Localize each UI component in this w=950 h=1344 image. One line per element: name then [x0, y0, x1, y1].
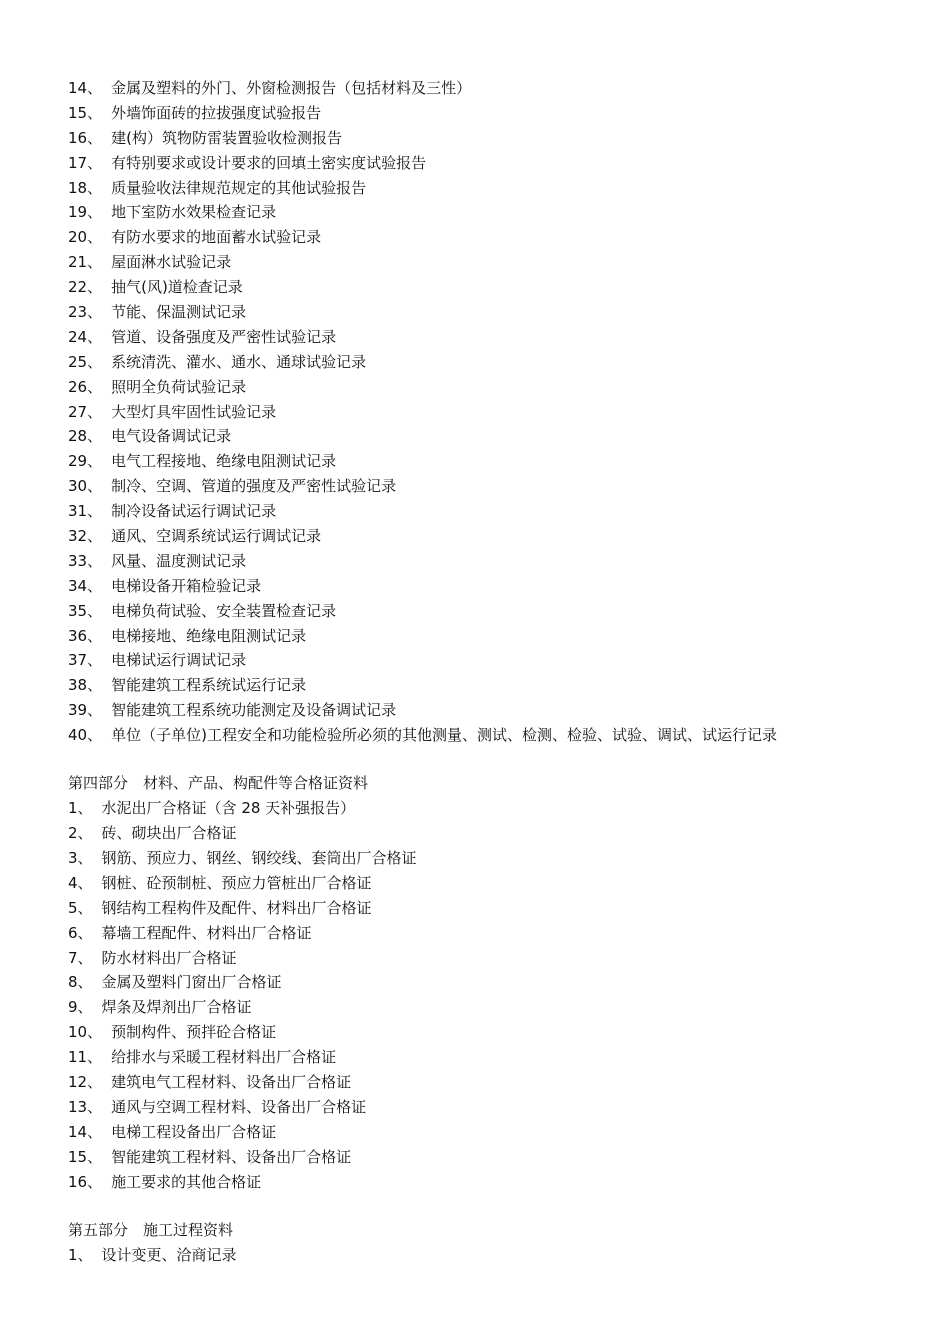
item-text: 建筑电气工程材料、设备出厂合格证: [111, 1073, 352, 1092]
list-item: [68, 474, 928, 499]
item-number: 8、: [68, 973, 93, 992]
item-text: 管道、设备强度及严密性试验记录: [111, 327, 337, 346]
item-number: 12、: [68, 1073, 103, 1092]
item-number: 34、: [68, 576, 103, 595]
list-item: [68, 499, 928, 524]
list-item: [68, 424, 928, 449]
item-text: 钢桩、砼预制桩、预应力管桩出厂合格证: [101, 873, 372, 892]
item-text: 有特别要求或设计要求的回填土密实度试验报告: [111, 153, 427, 172]
list-item: [68, 896, 928, 921]
item-text: 建(构）筑物防雷装置验收检测报告: [111, 128, 342, 147]
item-number: 3、: [68, 849, 93, 868]
list-item: [68, 970, 928, 995]
item-text: 电梯试运行调试记录: [111, 651, 247, 670]
item-text: 电梯工程设备出厂合格证: [111, 1122, 277, 1141]
item-text: 施工要求的其他合格证: [111, 1172, 262, 1191]
list-item: [68, 673, 928, 698]
item-number: 17、: [68, 153, 103, 172]
item-number: 35、: [68, 601, 103, 620]
list-item: [68, 76, 928, 101]
list-item: [68, 698, 928, 723]
item-number: 10、: [68, 1023, 103, 1042]
list-item: [68, 1120, 928, 1145]
item-text: 单位（子单位)工程安全和功能检验所必须的其他测量、测试、检测、检验、试验、调试、试运行记录: [111, 726, 777, 745]
part5-section: [68, 1218, 928, 1268]
list-item: [68, 648, 928, 673]
item-number: 20、: [68, 228, 103, 247]
item-number: 2、: [68, 824, 93, 843]
list-item: [68, 101, 928, 126]
item-number: 5、: [68, 898, 93, 917]
item-text: 照明全负荷试验记录: [111, 377, 247, 396]
item-number: 21、: [68, 253, 103, 272]
list-item: [68, 350, 928, 375]
list-item: [68, 1145, 928, 1170]
item-text: 通风、空调系统试运行调试记录: [111, 527, 322, 546]
item-number: 15、: [68, 103, 103, 122]
item-number: 18、: [68, 178, 103, 197]
item-text: 智能建筑工程系统功能测定及设备调试记录: [111, 701, 397, 720]
item-number: 13、: [68, 1097, 103, 1116]
item-number: 29、: [68, 452, 103, 471]
item-number: 37、: [68, 651, 103, 670]
item-number: 32、: [68, 527, 103, 546]
item-number: 40、: [68, 726, 103, 745]
list-item: [68, 1070, 928, 1095]
list-item: [68, 151, 928, 176]
item-text: 金属及塑料的外门、外窗检测报告（包括材料及三性）: [111, 79, 472, 97]
item-text: 外墙饰面砖的拉拔强度试验报告: [111, 103, 322, 122]
list-item: [68, 921, 928, 946]
item-number: 14、: [68, 79, 103, 97]
item-text: 制冷、空调、管道的强度及严密性试验记录: [111, 477, 397, 496]
document-page: [68, 76, 928, 1268]
item-number: 26、: [68, 377, 103, 396]
item-number: 24、: [68, 327, 103, 346]
list-item: [68, 300, 928, 325]
list-item: [68, 796, 928, 821]
item-text: 系统清洗、灌水、通水、通球试验记录: [111, 352, 367, 371]
item-text: 大型灯具牢固性试验记录: [111, 402, 277, 421]
list-item: [68, 624, 928, 649]
item-number: 19、: [68, 203, 103, 222]
list-item: [68, 846, 928, 871]
item-text: 防水材料出厂合格证: [101, 948, 237, 967]
item-text: 通风与空调工程材料、设备出厂合格证: [111, 1097, 367, 1116]
item-text: 电气工程接地、绝缘电阻测试记录: [111, 452, 337, 471]
list-item: [68, 549, 928, 574]
section-heading: 第四部分 材料、产品、构配件等合格证资料: [68, 774, 369, 793]
item-text: 焊条及焊剂出厂合格证: [101, 998, 252, 1017]
item-text: 预制构件、预拌砼合格证: [111, 1023, 277, 1042]
list-item: [68, 1170, 928, 1195]
item-text: 智能建筑工程系统试运行记录: [111, 676, 307, 695]
item-number: 15、: [68, 1147, 103, 1166]
item-text: 电梯设备开箱检验记录: [111, 576, 262, 595]
item-number: 27、: [68, 402, 103, 421]
list-item: [68, 599, 928, 624]
list-item: [68, 400, 928, 425]
list-item: [68, 946, 928, 971]
item-number: 38、: [68, 676, 103, 695]
item-number: 36、: [68, 626, 103, 645]
item-text: 幕墙工程配件、材料出厂合格证: [101, 923, 312, 942]
item-number: 30、: [68, 477, 103, 496]
item-text: 设计变更、洽商记录: [101, 1245, 237, 1264]
list-item: [68, 524, 928, 549]
item-number: 7、: [68, 948, 93, 967]
item-number: 25、: [68, 352, 103, 371]
item-text: 电梯负荷试验、安全装置检查记录: [111, 601, 337, 620]
item-number: 23、: [68, 303, 103, 322]
item-text: 电梯接地、绝缘电阻测试记录: [111, 626, 307, 645]
item-number: 16、: [68, 128, 103, 147]
item-number: 6、: [68, 923, 93, 942]
item-text: 制冷设备试运行调试记录: [111, 502, 277, 521]
item-text: 抽气(风)道检查记录: [111, 278, 243, 297]
item-text: 给排水与采暖工程材料出厂合格证: [111, 1048, 337, 1067]
item-text: 地下室防水效果检查记录: [111, 203, 277, 222]
item-text: 屋面淋水试验记录: [111, 253, 232, 272]
list-item: [68, 821, 928, 846]
item-text: 砖、砌块出厂合格证: [101, 824, 237, 843]
item-number: 39、: [68, 701, 103, 720]
list-item: [68, 176, 928, 201]
section-spacer: [68, 1194, 928, 1217]
item-number: 11、: [68, 1048, 103, 1067]
item-number: 16、: [68, 1172, 103, 1191]
item-number: 1、: [68, 799, 93, 818]
item-number: 9、: [68, 998, 93, 1017]
list-item: [68, 1045, 928, 1070]
list-item: [68, 1095, 928, 1120]
item-number: 14、: [68, 1122, 103, 1141]
list-item: [68, 995, 928, 1020]
item-text: 智能建筑工程材料、设备出厂合格证: [111, 1147, 352, 1166]
item-text: 节能、保温测试记录: [111, 303, 247, 322]
item-number: 31、: [68, 502, 103, 521]
item-text: 水泥出厂合格证（含 28 天补强报告）: [101, 799, 356, 818]
list-item: [68, 375, 928, 400]
item-number: 33、: [68, 551, 103, 570]
list-item: [68, 1020, 928, 1045]
item-text: 金属及塑料门窗出厂合格证: [101, 973, 282, 992]
list-item: [68, 200, 928, 225]
list-item: [68, 275, 928, 300]
list-item: [68, 871, 928, 896]
item-number: 4、: [68, 873, 93, 892]
item-text: 钢筋、预应力、钢丝、钢绞线、套筒出厂合格证: [101, 849, 417, 868]
item-number: 1、: [68, 1245, 93, 1264]
list-item: [68, 325, 928, 350]
section-spacer: [68, 748, 928, 771]
part4-section: [68, 771, 928, 1194]
part3-list: [68, 76, 928, 748]
item-text: 钢结构工程构件及配件、材料出厂合格证: [101, 898, 372, 917]
list-item: [68, 126, 928, 151]
item-text: 风量、温度测试记录: [111, 551, 247, 570]
list-item: [68, 225, 928, 250]
list-item: [68, 723, 928, 748]
list-item: [68, 574, 928, 599]
item-text: 质量验收法律规范规定的其他试验报告: [111, 178, 367, 197]
item-number: 28、: [68, 427, 103, 446]
list-item: [68, 449, 928, 474]
list-item: [68, 250, 928, 275]
item-number: 22、: [68, 278, 103, 297]
item-text: 电气设备调试记录: [111, 427, 232, 446]
item-text: 有防水要求的地面蓄水试验记录: [111, 228, 322, 247]
list-item: [68, 1243, 928, 1268]
section-heading: 第五部分 施工过程资料: [68, 1220, 234, 1239]
